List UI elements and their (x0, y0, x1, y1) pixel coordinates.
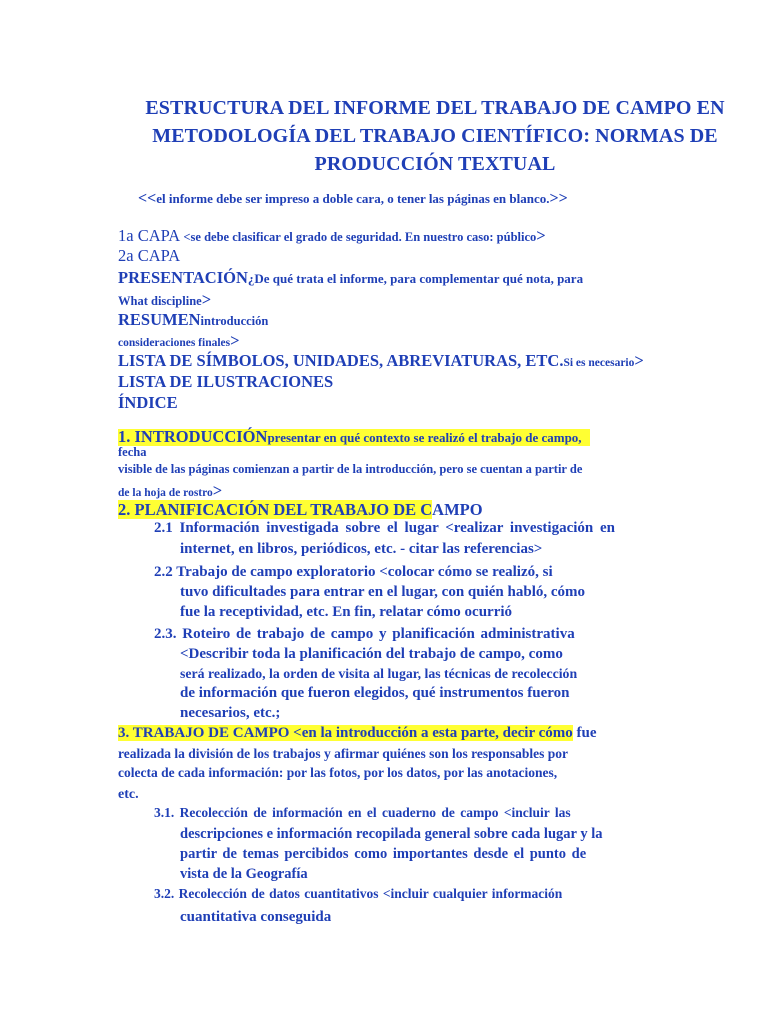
section-planificacion (118, 500, 483, 520)
trabajo-3-1-line-3: partir de temas percibidos como importantes desde el punto de (180, 846, 587, 862)
plan-2-2-line-2: tuvo dificultades para entrar en el lugar, con quién habló, cómo (180, 584, 586, 600)
presentacion-text: ¿De qué trata el informe, para complementar qué nota, para (247, 271, 584, 286)
item-presentacion (118, 268, 583, 288)
presentacion-text-2: What discipline (118, 294, 202, 308)
item-lista-simbolos (118, 351, 644, 371)
item-capa-2: 2a CAPA (118, 246, 181, 265)
document-title (130, 94, 740, 178)
item-indice: ÍNDICE (118, 393, 178, 412)
resumen-text-2: consideraciones finales (118, 337, 231, 349)
plan-2-3-line-1: 2.3. Roteiro de trabajo de campo y planificación administrativa (154, 626, 575, 642)
plan-2-3-line-2: <Describir toda la planificación del trabajo de campo, como (180, 646, 563, 662)
note-open: << (138, 190, 157, 207)
trabajo-heading-rest: fue (572, 725, 597, 741)
item-capa-1 (118, 226, 546, 246)
lista-simbolos-heading: LISTA DE SÍMBOLOS, UNIDADES, ABREVIATURAS, ETC. (118, 351, 564, 370)
presentacion-close: > (201, 290, 212, 309)
intro-text-3: visible de las páginas comienzan a partir de la introducción, pero se cuentan a partir de (118, 462, 583, 476)
intro-text-1: presentar en qué contexto se realizó el trabajo de campo, (267, 430, 582, 445)
trabajo-text-3: etc. (118, 787, 139, 802)
resumen-close: > (230, 331, 240, 350)
lista-simbolos-text: Si es necesario (563, 357, 635, 369)
intro-text-2: fecha (118, 445, 147, 459)
intro-text-4: de la hoja de rostro (118, 487, 213, 499)
item-lista-ilustraciones: LISTA DE ILUSTRACIONES (118, 372, 334, 391)
trabajo-3-1-line-2: descripciones e información recopilada general sobre cada lugar y la (180, 826, 603, 842)
plan-2-3-line-5: necesarios, etc.; (180, 705, 281, 721)
title-line-2: METODOLOGÍA DEL TRABAJO CIENTÍFICO: NORMAS DE (152, 125, 718, 147)
item-resumen (118, 310, 268, 330)
plan-heading-highlight: 2. PLANIFICACIÓN DEL TRABAJO DE C (118, 500, 433, 519)
section-trabajo-campo (118, 725, 597, 742)
trabajo-3-2-line-1: 3.2. Recolección de datos cuantitativos <incluir cualquier información (154, 886, 563, 901)
item-resumen-cont (118, 331, 240, 351)
capa-1-text: <se debe clasificar el grado de seguridad. En nuestro caso: público (183, 230, 537, 244)
plan-2-3-line-3: será realizado, la orden de visita al lugar, las técnicas de recolección (180, 666, 578, 681)
intro-close: > (212, 481, 223, 500)
trabajo-3-1-line-4: vista de la Geografía (180, 866, 308, 882)
capa-1-heading: 1a CAPA (118, 226, 184, 245)
trabajo-text-2: colecta de cada información: por las fotos, por los datos, por las anotaciones, (118, 765, 558, 780)
resumen-heading: RESUMEN (118, 310, 201, 329)
title-line-3: PRODUCCIÓN TEXTUAL (314, 153, 556, 175)
note-text: el informe debe ser impreso a doble cara, o tener las páginas en blanco. (156, 191, 550, 206)
item-presentacion-cont (118, 290, 211, 310)
section-introduccion (118, 427, 590, 447)
trabajo-text-1: realizada la división de los trabajos y afirmar quiénes son los responsables por (118, 746, 569, 761)
capa-1-close: > (536, 226, 546, 245)
presentacion-heading: PRESENTACIÓN (118, 268, 248, 287)
title-line-1: ESTRUCTURA DEL INFORME DEL TRABAJO DE CAMPO EN (145, 97, 725, 119)
trabajo-heading-highlight: 3. TRABAJO DE CAMPO <en la introducción a esta parte, decir cómo (118, 725, 573, 741)
plan-2-1-line-2: internet, en libros, periódicos, etc. - citar las referencias> (180, 541, 543, 557)
plan-2-1-line-1: 2.1 Información investigada sobre el lugar <realizar investigación en (154, 520, 616, 536)
intro-heading: 1. INTRODUCCIÓN (118, 427, 268, 446)
note-close: >> (549, 190, 568, 207)
plan-2-2-line-1: 2.2 Trabajo de campo exploratorio <colocar cómo se realizó, si (154, 564, 553, 580)
print-note (138, 190, 568, 208)
plan-heading-rest: AMPO (432, 500, 483, 519)
trabajo-3-1-line-1: 3.1. Recolección de información en el cuaderno de campo <incluir las (154, 805, 571, 820)
intro-last-line (118, 481, 222, 501)
lista-simbolos-close: > (634, 351, 644, 370)
plan-2-2-line-3: fue la receptividad, etc. En fin, relatar cómo ocurrió (180, 604, 513, 620)
trabajo-3-2-line-2: cuantitativa conseguida (180, 909, 332, 925)
plan-2-3-line-4: de información que fueron elegidos, qué instrumentos fueron (180, 685, 570, 701)
resumen-text: introducción (200, 314, 269, 328)
intro-highlight (118, 429, 590, 446)
